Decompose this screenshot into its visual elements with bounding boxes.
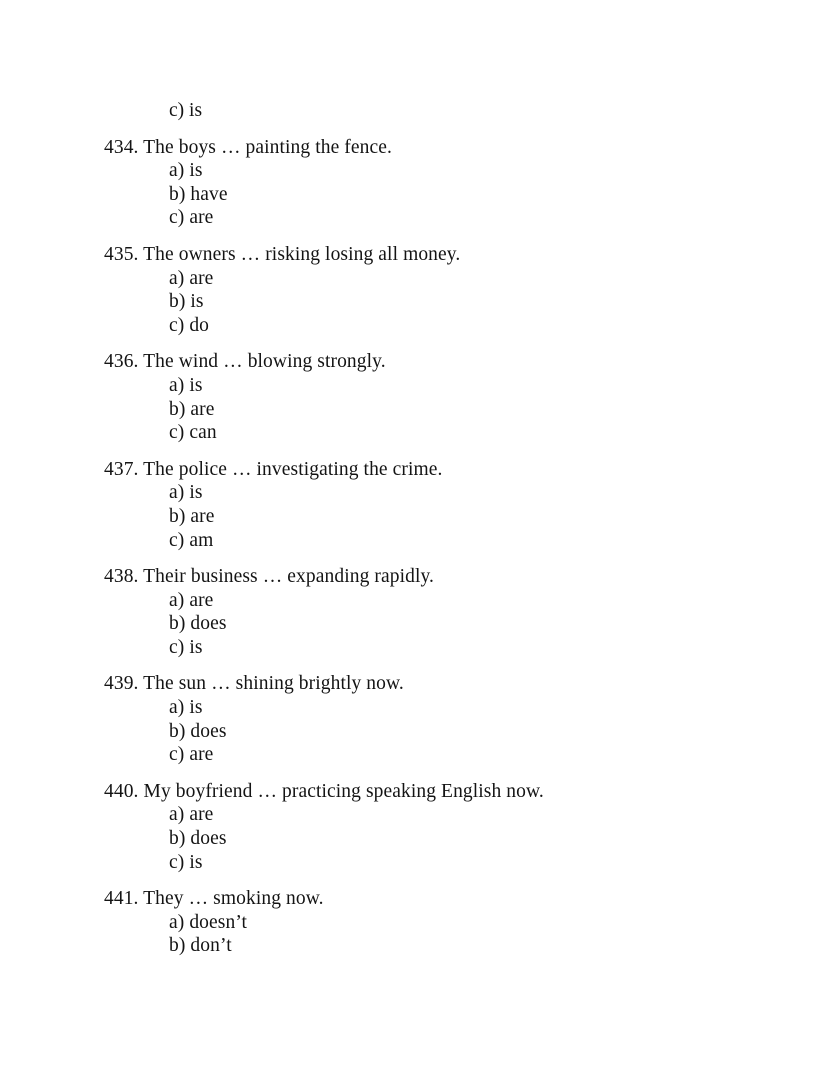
question-text: 436. The wind … blowing strongly. bbox=[104, 351, 386, 373]
option-list bbox=[104, 911, 764, 958]
option-item-b[interactable]: b) have bbox=[169, 183, 228, 205]
option-item-c[interactable]: c) is bbox=[169, 636, 203, 658]
option-list bbox=[104, 267, 764, 338]
question-block-441 bbox=[104, 887, 764, 958]
option-list bbox=[104, 374, 764, 445]
option-item-a[interactable]: a) are bbox=[169, 804, 214, 826]
option-item-a[interactable]: a) doesn’t bbox=[169, 911, 248, 933]
question-text: 434. The boys … painting the fence. bbox=[104, 136, 392, 158]
carryover-option: c) is bbox=[169, 100, 203, 121]
option-item-b[interactable]: b) don’t bbox=[169, 935, 232, 957]
question-block-439 bbox=[104, 672, 764, 766]
question-list bbox=[104, 136, 764, 958]
question-text: 441. They … smoking now. bbox=[104, 888, 324, 910]
option-item-b[interactable]: b) are bbox=[169, 505, 215, 527]
option-item-c[interactable]: c) can bbox=[169, 422, 217, 444]
option-item-c[interactable]: c) am bbox=[169, 529, 214, 551]
question-text: 438. Their business … expanding rapidly. bbox=[104, 566, 435, 588]
question-text: 437. The police … investigating the crime. bbox=[104, 458, 443, 480]
option-item-b[interactable]: b) is bbox=[169, 291, 204, 313]
question-block-435 bbox=[104, 243, 764, 337]
question-block-437 bbox=[104, 458, 764, 552]
question-block-440 bbox=[104, 780, 764, 874]
question-block-438 bbox=[104, 565, 764, 659]
question-text: 440. My boyfriend … practicing speaking English now. bbox=[104, 780, 544, 802]
option-item-b[interactable]: b) does bbox=[169, 613, 227, 635]
option-item-a[interactable]: a) are bbox=[169, 267, 214, 289]
option-list bbox=[104, 803, 764, 874]
option-item-c[interactable]: c) are bbox=[169, 744, 214, 766]
option-item-b[interactable]: b) are bbox=[169, 398, 215, 420]
option-item-b[interactable]: b) does bbox=[169, 720, 227, 742]
option-list bbox=[104, 481, 764, 552]
option-item-a[interactable]: a) is bbox=[169, 697, 203, 719]
document-body bbox=[104, 99, 764, 958]
option-item-a[interactable]: a) are bbox=[169, 589, 214, 611]
option-item-c[interactable]: c) are bbox=[169, 207, 214, 229]
option-item-a[interactable]: a) is bbox=[169, 482, 203, 504]
question-block-434 bbox=[104, 136, 764, 230]
option-item-a[interactable]: a) is bbox=[169, 160, 203, 182]
option-list bbox=[104, 159, 764, 230]
option-item-c[interactable]: c) is bbox=[169, 851, 203, 873]
option-list bbox=[104, 589, 764, 660]
option-list bbox=[104, 696, 764, 767]
option-item-a[interactable]: a) is bbox=[169, 374, 203, 396]
option-item-b[interactable]: b) does bbox=[169, 828, 227, 850]
option-item-c[interactable]: c) do bbox=[169, 314, 210, 336]
question-text: 439. The sun … shining brightly now. bbox=[104, 673, 404, 695]
question-text: 435. The owners … risking losing all money. bbox=[104, 243, 461, 265]
question-block-436 bbox=[104, 350, 764, 444]
